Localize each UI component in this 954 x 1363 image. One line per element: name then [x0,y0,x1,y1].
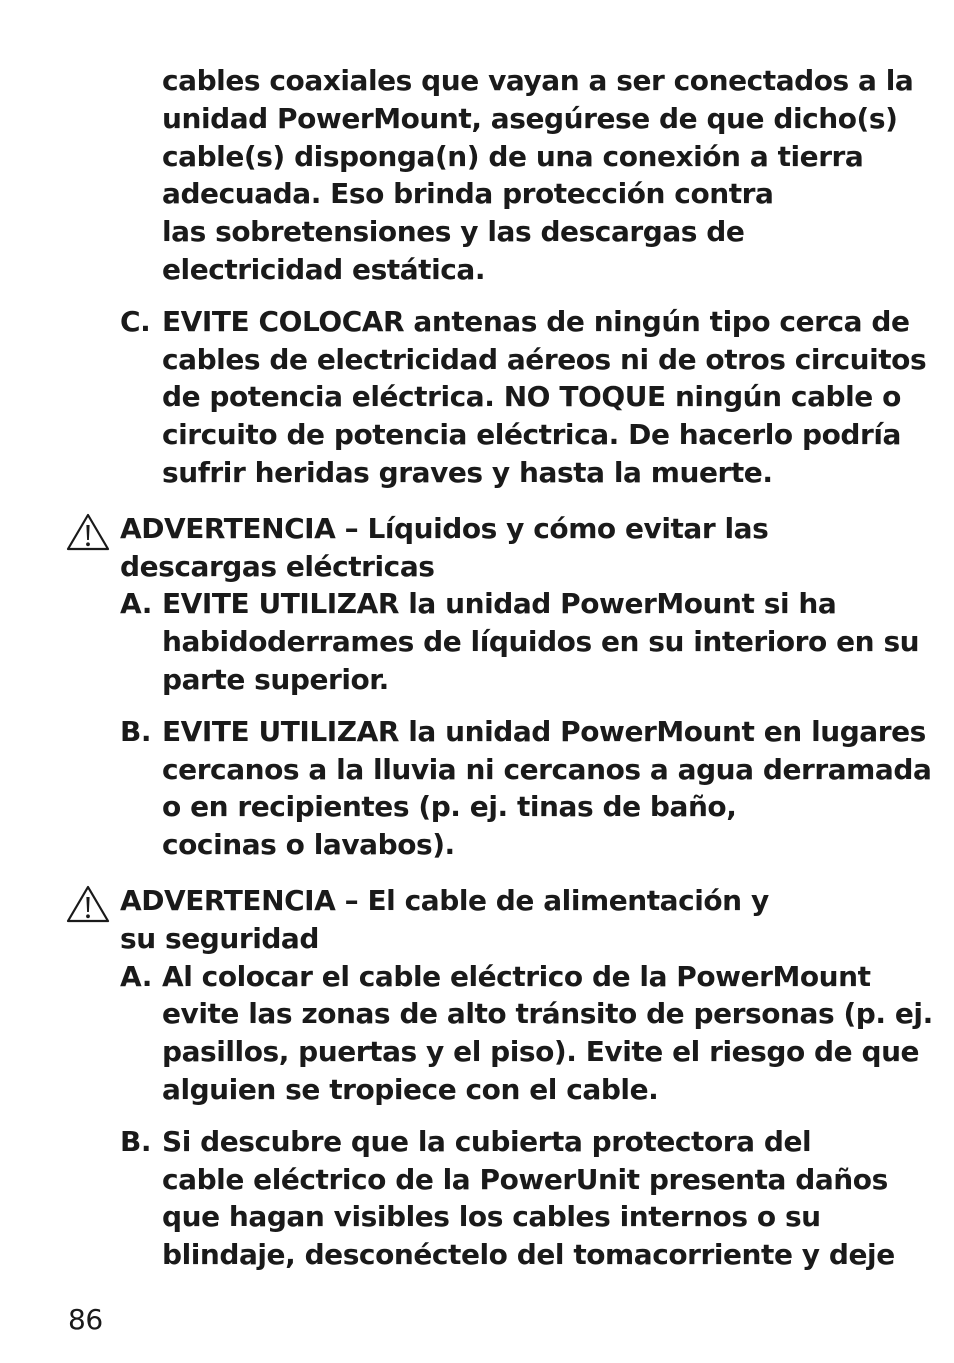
text-line: las sobretensiones y las descargas de [162,215,745,249]
text-line: o en recipientes (p. ej. tinas de baño, [162,790,737,824]
text-line: evite las zonas de alto tránsito de personas (p. ej. [162,997,933,1031]
text-line: electricidad estática. [162,252,486,286]
text-line: unidad PowerMount, asegúrese de que dicho(s) [162,101,898,135]
text-line: alguien se tropiece con el cable. [162,1072,659,1106]
warning-triangle-icon [66,513,110,551]
item-letter: A. [120,959,152,993]
text-line: EVITE COLOCAR antenas de ningún tipo cerca de [162,304,910,338]
text-line: blindaje, desconéctelo del tomacorriente y deje [162,1238,895,1272]
text-line: de potencia eléctrica. NO TOQUE ningún cable o [162,380,901,414]
text-line: cercanos a la lluvia ni cercanos a agua derramada [162,752,932,786]
text-line: cocinas o lavabos). [162,828,455,862]
item-letter: B. [120,714,152,748]
item-letter: A. [120,587,152,621]
text-line: cable eléctrico de la PowerUnit presenta daños [162,1162,888,1196]
heading-line: ADVERTENCIA – El cable de alimentación y [120,883,769,917]
heading-line: ADVERTENCIA – Líquidos y cómo evitar las [120,511,769,545]
text-line: adecuada. Eso brinda protección contra [162,177,774,211]
text-line: parte superior. [162,662,389,696]
text-line: que hagan visibles los cables internos o su [162,1200,821,1234]
text-line: sufrir heridas graves y hasta la muerte. [162,455,773,489]
text-line: Si descubre que la cubierta protectora del [162,1124,812,1158]
text-line: habidoderrames de líquidos en su interioro en su [162,625,920,659]
item-letter: C. [120,304,151,338]
page-number: 86 [68,1303,103,1336]
list-item-c [0,303,954,492]
heading-line: descargas eléctricas [120,549,435,583]
text-line: EVITE UTILIZAR la unidad PowerMount en lugares [162,714,926,748]
heading-line: su seguridad [120,921,319,955]
text-line: cables coaxiales que vayan a ser conectados a la [162,64,914,97]
text-line: EVITE UTILIZAR la unidad PowerMount si ha [162,587,837,621]
text-line: Al colocar el cable eléctrico de la PowerMount [162,959,871,993]
item-letter: B. [120,1124,152,1158]
text-line: circuito de potencia eléctrica. De hacerlo podría [162,418,901,452]
list-item-a [0,585,954,698]
text-line: cable(s) disponga(n) de una conexión a tierra [162,139,864,173]
list-item-b [0,713,954,864]
text-line: pasillos, puertas y el piso). Evite el riesgo de que [162,1035,920,1069]
intro-paragraph [0,62,954,289]
page-content [0,62,954,1274]
warning-heading-power-cable [0,882,954,958]
text-line: cables de electricidad aéreos ni de otros circuitos [162,342,927,376]
warning-triangle-icon [66,885,110,923]
list-item-a [0,958,954,1109]
warning-heading-liquids [0,510,954,586]
list-item-b [0,1123,954,1274]
